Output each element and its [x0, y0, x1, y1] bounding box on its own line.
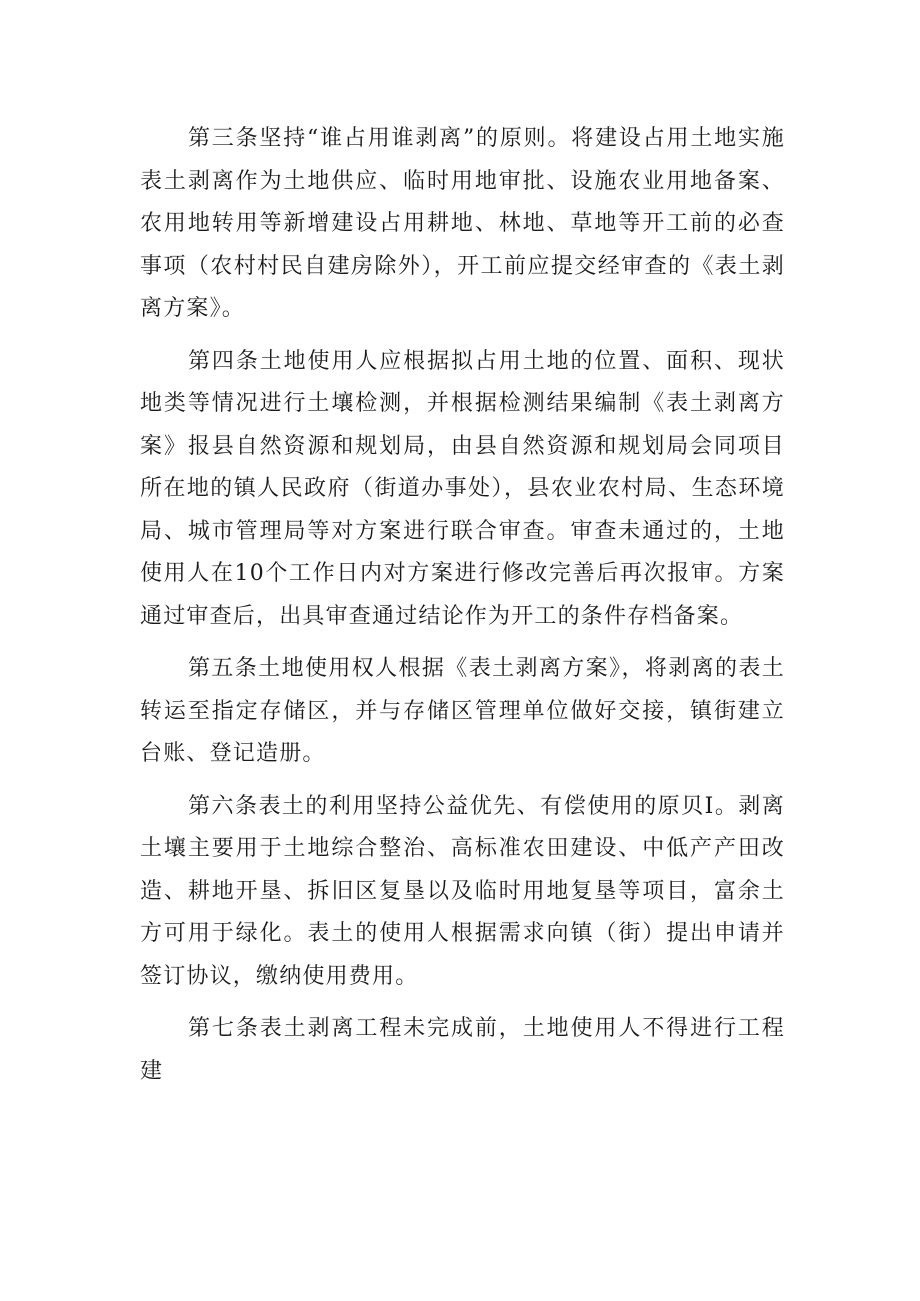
article-5-paragraph: 第五条土地使用权人根据《表土剥离方案》，将剥离的表土转运至指定存储区，并与存储区管理单位做好交接，镇街建立台账、登记造册。 — [140, 656, 785, 766]
document-body — [140, 118, 785, 1103]
article-6-paragraph: 第六条表土的利用坚持公益优先、有偿使用的原贝I。剥离土壤主要用于土地综合整治、高标准农田建设、中低产产田改造、耕地开垦、拆旧区复垦以及临时用地复垦等项目，富余土方可用于绿化。表土的使用人根据需求向镇（街）提出申请并签订协议，缴纳使用费用。 — [140, 793, 785, 989]
article-3-paragraph: 第三条坚持“谁占用谁剥离”的原则。将建设占用土地实施表土剥离作为土地供应、临时用地审批、设施农业用地备案、农用地转用等新增建设占用耕地、林地、草地等开工前的必查事项（农村村民自建房除外），开工前应提交经审查的《表土剥离方案》。 — [140, 126, 785, 321]
article-4-paragraph: 第四条土地使用人应根据拟占用土地的位置、面积、现状地类等情况进行土壤检测，并根据检测结果编制《表土剥离方案》报县自然资源和规划局，由县自然资源和规划局会同项目所在地的镇人民政府（街道办事处），县农业农村局、生态环境局、城市管理局等对方案进行联合审查。审查未通过的，土地使用人在10个工作日内对方案进行修改完善后再次报审。方案通过审查后，出具审查通过结论作为开工的条件存档备案。 — [140, 348, 785, 629]
article-7-paragraph: 第七条表土剥离工程未完成前，土地使用人不得进行工程建 — [140, 1016, 785, 1084]
